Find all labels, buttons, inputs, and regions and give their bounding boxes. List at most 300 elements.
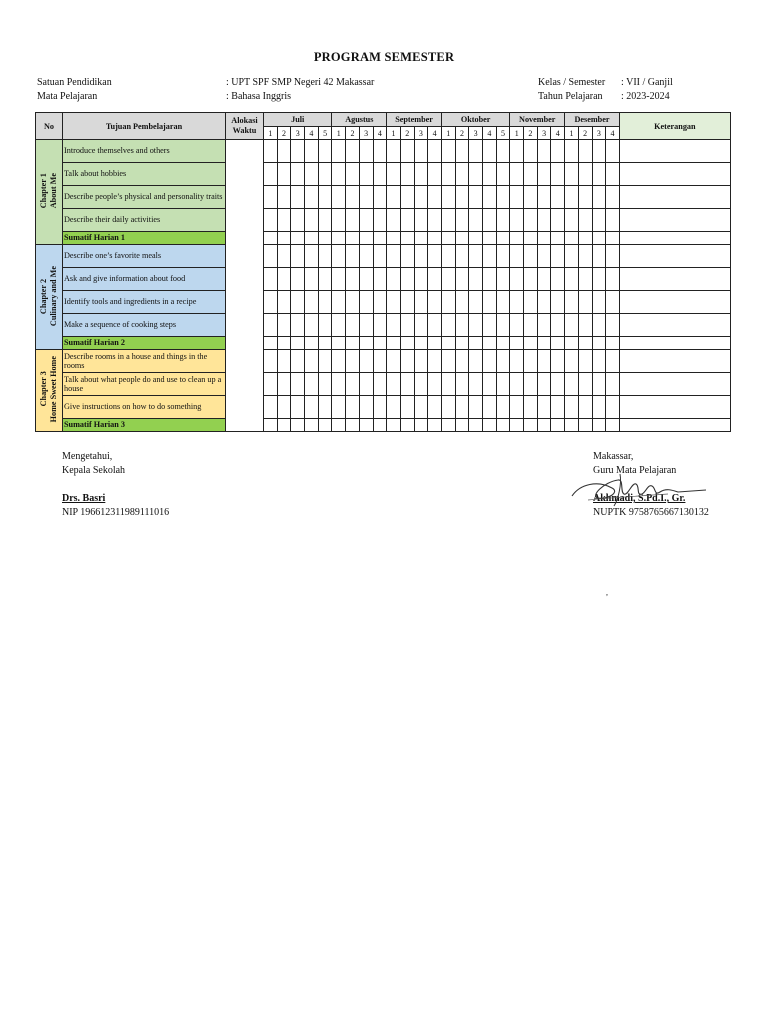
header-month: November: [510, 113, 565, 127]
week-cell: [592, 186, 606, 209]
week-cell: [565, 419, 579, 432]
week-cell: [359, 314, 373, 337]
week-cell: [332, 232, 346, 245]
week-cell: [469, 396, 483, 419]
week-cell: [606, 232, 620, 245]
week-cell: [483, 209, 497, 232]
week-cell: [524, 350, 538, 373]
chapter-label: Chapter 1 About Me: [39, 173, 58, 209]
header-week: 5: [496, 127, 510, 140]
position-label: Kepala Sekolah: [62, 465, 126, 476]
week-cell: [578, 245, 592, 268]
table-row: [36, 314, 731, 337]
week-cell: [592, 337, 606, 350]
header-week: 4: [305, 127, 319, 140]
week-cell: [318, 314, 332, 337]
week-cell: [387, 163, 401, 186]
week-cell: [359, 163, 373, 186]
table-row: [36, 268, 731, 291]
week-cell: [346, 350, 360, 373]
table-row: [36, 373, 731, 396]
week-cell: [291, 350, 305, 373]
week-cell: [373, 163, 387, 186]
week-cell: [305, 140, 319, 163]
week-cell: [469, 373, 483, 396]
week-cell: [496, 245, 510, 268]
week-cell: [510, 396, 524, 419]
week-cell: [400, 350, 414, 373]
header-week: 4: [551, 127, 565, 140]
week-cell: [428, 373, 442, 396]
header-week: 1: [332, 127, 346, 140]
week-cell: [264, 396, 278, 419]
week-cell: [346, 268, 360, 291]
week-cell: [510, 245, 524, 268]
week-cell: [483, 232, 497, 245]
week-cell: [277, 314, 291, 337]
week-cell: [387, 245, 401, 268]
week-cell: [455, 396, 469, 419]
week-cell: [606, 163, 620, 186]
week-cell: [551, 314, 565, 337]
week-cell: [428, 337, 442, 350]
week-cell: [277, 268, 291, 291]
week-cell: [359, 209, 373, 232]
week-cell: [524, 291, 538, 314]
week-cell: [346, 245, 360, 268]
week-cell: [469, 337, 483, 350]
week-cell: [524, 268, 538, 291]
week-cell: [291, 419, 305, 432]
week-cell: [359, 232, 373, 245]
week-cell: [332, 140, 346, 163]
week-cell: [455, 209, 469, 232]
week-cell: [524, 396, 538, 419]
week-cell: [373, 350, 387, 373]
week-cell: [496, 350, 510, 373]
week-cell: [373, 209, 387, 232]
info-right: [538, 76, 673, 104]
week-cell: [483, 419, 497, 432]
week-cell: [469, 419, 483, 432]
week-cell: [264, 337, 278, 350]
week-cell: [428, 419, 442, 432]
header-month: Desember: [565, 113, 620, 127]
week-cell: [483, 373, 497, 396]
week-cell: [510, 232, 524, 245]
week-cell: [606, 337, 620, 350]
week-cell: [305, 419, 319, 432]
week-cell: [359, 186, 373, 209]
header-week: 4: [428, 127, 442, 140]
program-semester-table: [35, 112, 731, 432]
remarks-cell: [619, 337, 730, 350]
week-cell: [291, 314, 305, 337]
week-cell: [373, 373, 387, 396]
table-row: [36, 350, 731, 373]
week-cell: [264, 245, 278, 268]
week-cell: [414, 350, 428, 373]
week-cell: [291, 291, 305, 314]
week-cell: [359, 245, 373, 268]
header-week: 1: [565, 127, 579, 140]
week-cell: [414, 396, 428, 419]
week-cell: [537, 350, 551, 373]
objective-cell: Ask and give information about food: [63, 268, 226, 291]
week-cell: [469, 209, 483, 232]
week-cell: [346, 140, 360, 163]
week-cell: [400, 291, 414, 314]
week-cell: [277, 350, 291, 373]
week-cell: [592, 396, 606, 419]
week-cell: [346, 337, 360, 350]
header-month: Agustus: [332, 113, 387, 127]
header-week: 1: [387, 127, 401, 140]
week-cell: [387, 291, 401, 314]
week-cell: [400, 396, 414, 419]
week-cell: [414, 268, 428, 291]
week-cell: [606, 209, 620, 232]
week-cell: [578, 337, 592, 350]
week-cell: [606, 396, 620, 419]
objective-cell: Describe rooms in a house and things in the rooms: [63, 350, 226, 373]
week-cell: [359, 419, 373, 432]
week-cell: [332, 268, 346, 291]
week-cell: [359, 396, 373, 419]
week-cell: [606, 245, 620, 268]
week-cell: [592, 140, 606, 163]
week-cell: [510, 419, 524, 432]
week-cell: [469, 232, 483, 245]
week-cell: [496, 232, 510, 245]
week-cell: [373, 291, 387, 314]
signer-id: NUPTK 9758765667130132: [593, 507, 709, 518]
week-cell: [551, 268, 565, 291]
signer-name: Drs. Basri: [62, 493, 106, 504]
remarks-cell: [619, 245, 730, 268]
week-cell: [441, 337, 455, 350]
week-cell: [510, 140, 524, 163]
remarks-cell: [619, 350, 730, 373]
week-cell: [483, 314, 497, 337]
week-cell: [305, 268, 319, 291]
week-cell: [606, 186, 620, 209]
week-cell: [264, 209, 278, 232]
info-row: [37, 76, 374, 90]
week-cell: [483, 186, 497, 209]
week-cell: [441, 163, 455, 186]
week-cell: [578, 209, 592, 232]
week-cell: [373, 232, 387, 245]
header-week: 2: [277, 127, 291, 140]
week-cell: [387, 140, 401, 163]
week-cell: [387, 350, 401, 373]
remarks-cell: [619, 314, 730, 337]
week-cell: [551, 140, 565, 163]
week-cell: [469, 186, 483, 209]
week-cell: [264, 140, 278, 163]
week-cell: [264, 186, 278, 209]
week-cell: [592, 268, 606, 291]
week-cell: [565, 373, 579, 396]
week-cell: [578, 291, 592, 314]
week-cell: [359, 337, 373, 350]
week-cell: [469, 245, 483, 268]
week-cell: [400, 314, 414, 337]
week-cell: [524, 373, 538, 396]
week-cell: [414, 186, 428, 209]
week-cell: [510, 373, 524, 396]
handwritten-signature-icon: [568, 470, 713, 510]
objective-cell: Describe people’s physical and personality traits: [63, 186, 226, 209]
summative-cell: Sumatif Harian 1: [63, 232, 226, 245]
week-cell: [441, 209, 455, 232]
week-cell: [537, 291, 551, 314]
week-cell: [387, 314, 401, 337]
week-cell: [592, 232, 606, 245]
objective-cell: Describe one’s favorite meals: [63, 245, 226, 268]
week-cell: [277, 337, 291, 350]
week-cell: [455, 314, 469, 337]
header-month: Oktober: [441, 113, 509, 127]
week-cell: [332, 209, 346, 232]
week-cell: [537, 268, 551, 291]
week-cell: [264, 291, 278, 314]
week-cell: [332, 291, 346, 314]
week-cell: [305, 337, 319, 350]
week-cell: [469, 140, 483, 163]
week-cell: [455, 291, 469, 314]
week-cell: [277, 419, 291, 432]
week-cell: [565, 209, 579, 232]
week-cell: [496, 314, 510, 337]
week-cell: [400, 419, 414, 432]
week-cell: [305, 245, 319, 268]
week-cell: [400, 232, 414, 245]
week-cell: [441, 245, 455, 268]
signature-block-left: [62, 450, 169, 520]
week-cell: [414, 163, 428, 186]
week-cell: [414, 245, 428, 268]
week-cell: [483, 140, 497, 163]
week-cell: [537, 337, 551, 350]
stray-mark: ,: [606, 588, 608, 597]
allocation-cell: [226, 140, 264, 432]
week-cell: [524, 140, 538, 163]
week-cell: [441, 232, 455, 245]
week-cell: [455, 245, 469, 268]
week-cell: [346, 232, 360, 245]
week-cell: [524, 186, 538, 209]
week-cell: [455, 232, 469, 245]
week-cell: [414, 373, 428, 396]
week-cell: [469, 291, 483, 314]
week-cell: [346, 186, 360, 209]
week-cell: [441, 268, 455, 291]
header-week: 1: [264, 127, 278, 140]
week-cell: [291, 337, 305, 350]
table-row: [36, 291, 731, 314]
place-label: Makassar,: [593, 451, 634, 462]
week-cell: [277, 396, 291, 419]
week-cell: [428, 163, 442, 186]
week-cell: [606, 314, 620, 337]
week-cell: [441, 186, 455, 209]
week-cell: [483, 268, 497, 291]
week-cell: [524, 163, 538, 186]
week-cell: [346, 163, 360, 186]
week-cell: [400, 373, 414, 396]
header-week: 3: [469, 127, 483, 140]
summative-cell: Sumatif Harian 2: [63, 337, 226, 350]
week-cell: [510, 337, 524, 350]
week-cell: [496, 373, 510, 396]
info-left: [37, 76, 374, 104]
week-cell: [565, 314, 579, 337]
chapter-cell: [36, 140, 63, 245]
week-cell: [551, 373, 565, 396]
info-row: [538, 90, 673, 104]
week-cell: [510, 350, 524, 373]
week-cell: [578, 140, 592, 163]
info-label: Mata Pelajaran: [37, 91, 98, 102]
week-cell: [414, 291, 428, 314]
week-cell: [565, 268, 579, 291]
week-cell: [346, 314, 360, 337]
header-week: 4: [483, 127, 497, 140]
week-cell: [400, 245, 414, 268]
week-cell: [551, 186, 565, 209]
week-cell: [455, 337, 469, 350]
acknowledged-label: Mengetahui,: [62, 451, 113, 462]
chapter-cell: [36, 245, 63, 350]
position-label: Guru Mata Pelajaran: [593, 465, 677, 476]
week-cell: [291, 186, 305, 209]
week-cell: [537, 140, 551, 163]
week-cell: [483, 163, 497, 186]
week-cell: [565, 245, 579, 268]
week-cell: [359, 268, 373, 291]
header-week: 2: [524, 127, 538, 140]
week-cell: [373, 268, 387, 291]
week-cell: [373, 140, 387, 163]
week-cell: [524, 232, 538, 245]
week-cell: [578, 314, 592, 337]
signer-name: Akhmadi, S.Pd.I., Gr.: [593, 493, 686, 504]
week-cell: [291, 209, 305, 232]
week-cell: [483, 396, 497, 419]
week-cell: [592, 314, 606, 337]
week-cell: [428, 186, 442, 209]
week-cell: [524, 209, 538, 232]
week-cell: [469, 350, 483, 373]
week-cell: [537, 232, 551, 245]
week-cell: [400, 268, 414, 291]
header-week: 3: [359, 127, 373, 140]
week-cell: [277, 373, 291, 396]
week-cell: [346, 291, 360, 314]
week-cell: [264, 232, 278, 245]
week-cell: [277, 291, 291, 314]
week-cell: [318, 337, 332, 350]
week-cell: [606, 350, 620, 373]
week-cell: [510, 186, 524, 209]
header-week: 2: [400, 127, 414, 140]
week-cell: [318, 163, 332, 186]
week-cell: [537, 373, 551, 396]
week-cell: [441, 291, 455, 314]
week-cell: [496, 337, 510, 350]
header-week: 5: [318, 127, 332, 140]
week-cell: [592, 419, 606, 432]
week-cell: [592, 373, 606, 396]
week-cell: [318, 140, 332, 163]
objective-cell: Describe their daily activities: [63, 209, 226, 232]
week-cell: [551, 209, 565, 232]
week-cell: [291, 140, 305, 163]
week-cell: [291, 396, 305, 419]
week-cell: [414, 337, 428, 350]
week-cell: [565, 140, 579, 163]
week-cell: [441, 419, 455, 432]
table-row: [36, 140, 731, 163]
remarks-cell: [619, 163, 730, 186]
week-cell: [264, 373, 278, 396]
signer-id: NIP 196612311989111016: [62, 507, 170, 518]
week-cell: [400, 186, 414, 209]
week-cell: [359, 291, 373, 314]
week-cell: [606, 140, 620, 163]
week-cell: [414, 209, 428, 232]
week-cell: [264, 268, 278, 291]
week-cell: [400, 163, 414, 186]
header-week: 2: [455, 127, 469, 140]
week-cell: [264, 350, 278, 373]
week-cell: [496, 186, 510, 209]
week-cell: [359, 140, 373, 163]
week-cell: [565, 396, 579, 419]
week-cell: [373, 337, 387, 350]
week-cell: [387, 337, 401, 350]
week-cell: [264, 314, 278, 337]
week-cell: [359, 373, 373, 396]
week-cell: [469, 268, 483, 291]
week-cell: [524, 419, 538, 432]
week-cell: [524, 337, 538, 350]
week-cell: [305, 163, 319, 186]
page-title: PROGRAM SEMESTER: [313, 50, 455, 64]
week-cell: [400, 209, 414, 232]
week-cell: [277, 163, 291, 186]
week-cell: [277, 245, 291, 268]
header-week: 3: [414, 127, 428, 140]
week-cell: [441, 350, 455, 373]
objective-cell: Give instructions on how to do something: [63, 396, 226, 419]
week-cell: [346, 396, 360, 419]
summative-row: [36, 232, 731, 245]
week-cell: [318, 268, 332, 291]
week-cell: [455, 140, 469, 163]
week-cell: [496, 291, 510, 314]
week-cell: [332, 314, 346, 337]
header-remarks: Keterangan: [619, 113, 730, 140]
week-cell: [305, 232, 319, 245]
remarks-cell: [619, 373, 730, 396]
week-cell: [332, 163, 346, 186]
week-cell: [592, 245, 606, 268]
info-row: [538, 76, 673, 90]
week-cell: [387, 232, 401, 245]
